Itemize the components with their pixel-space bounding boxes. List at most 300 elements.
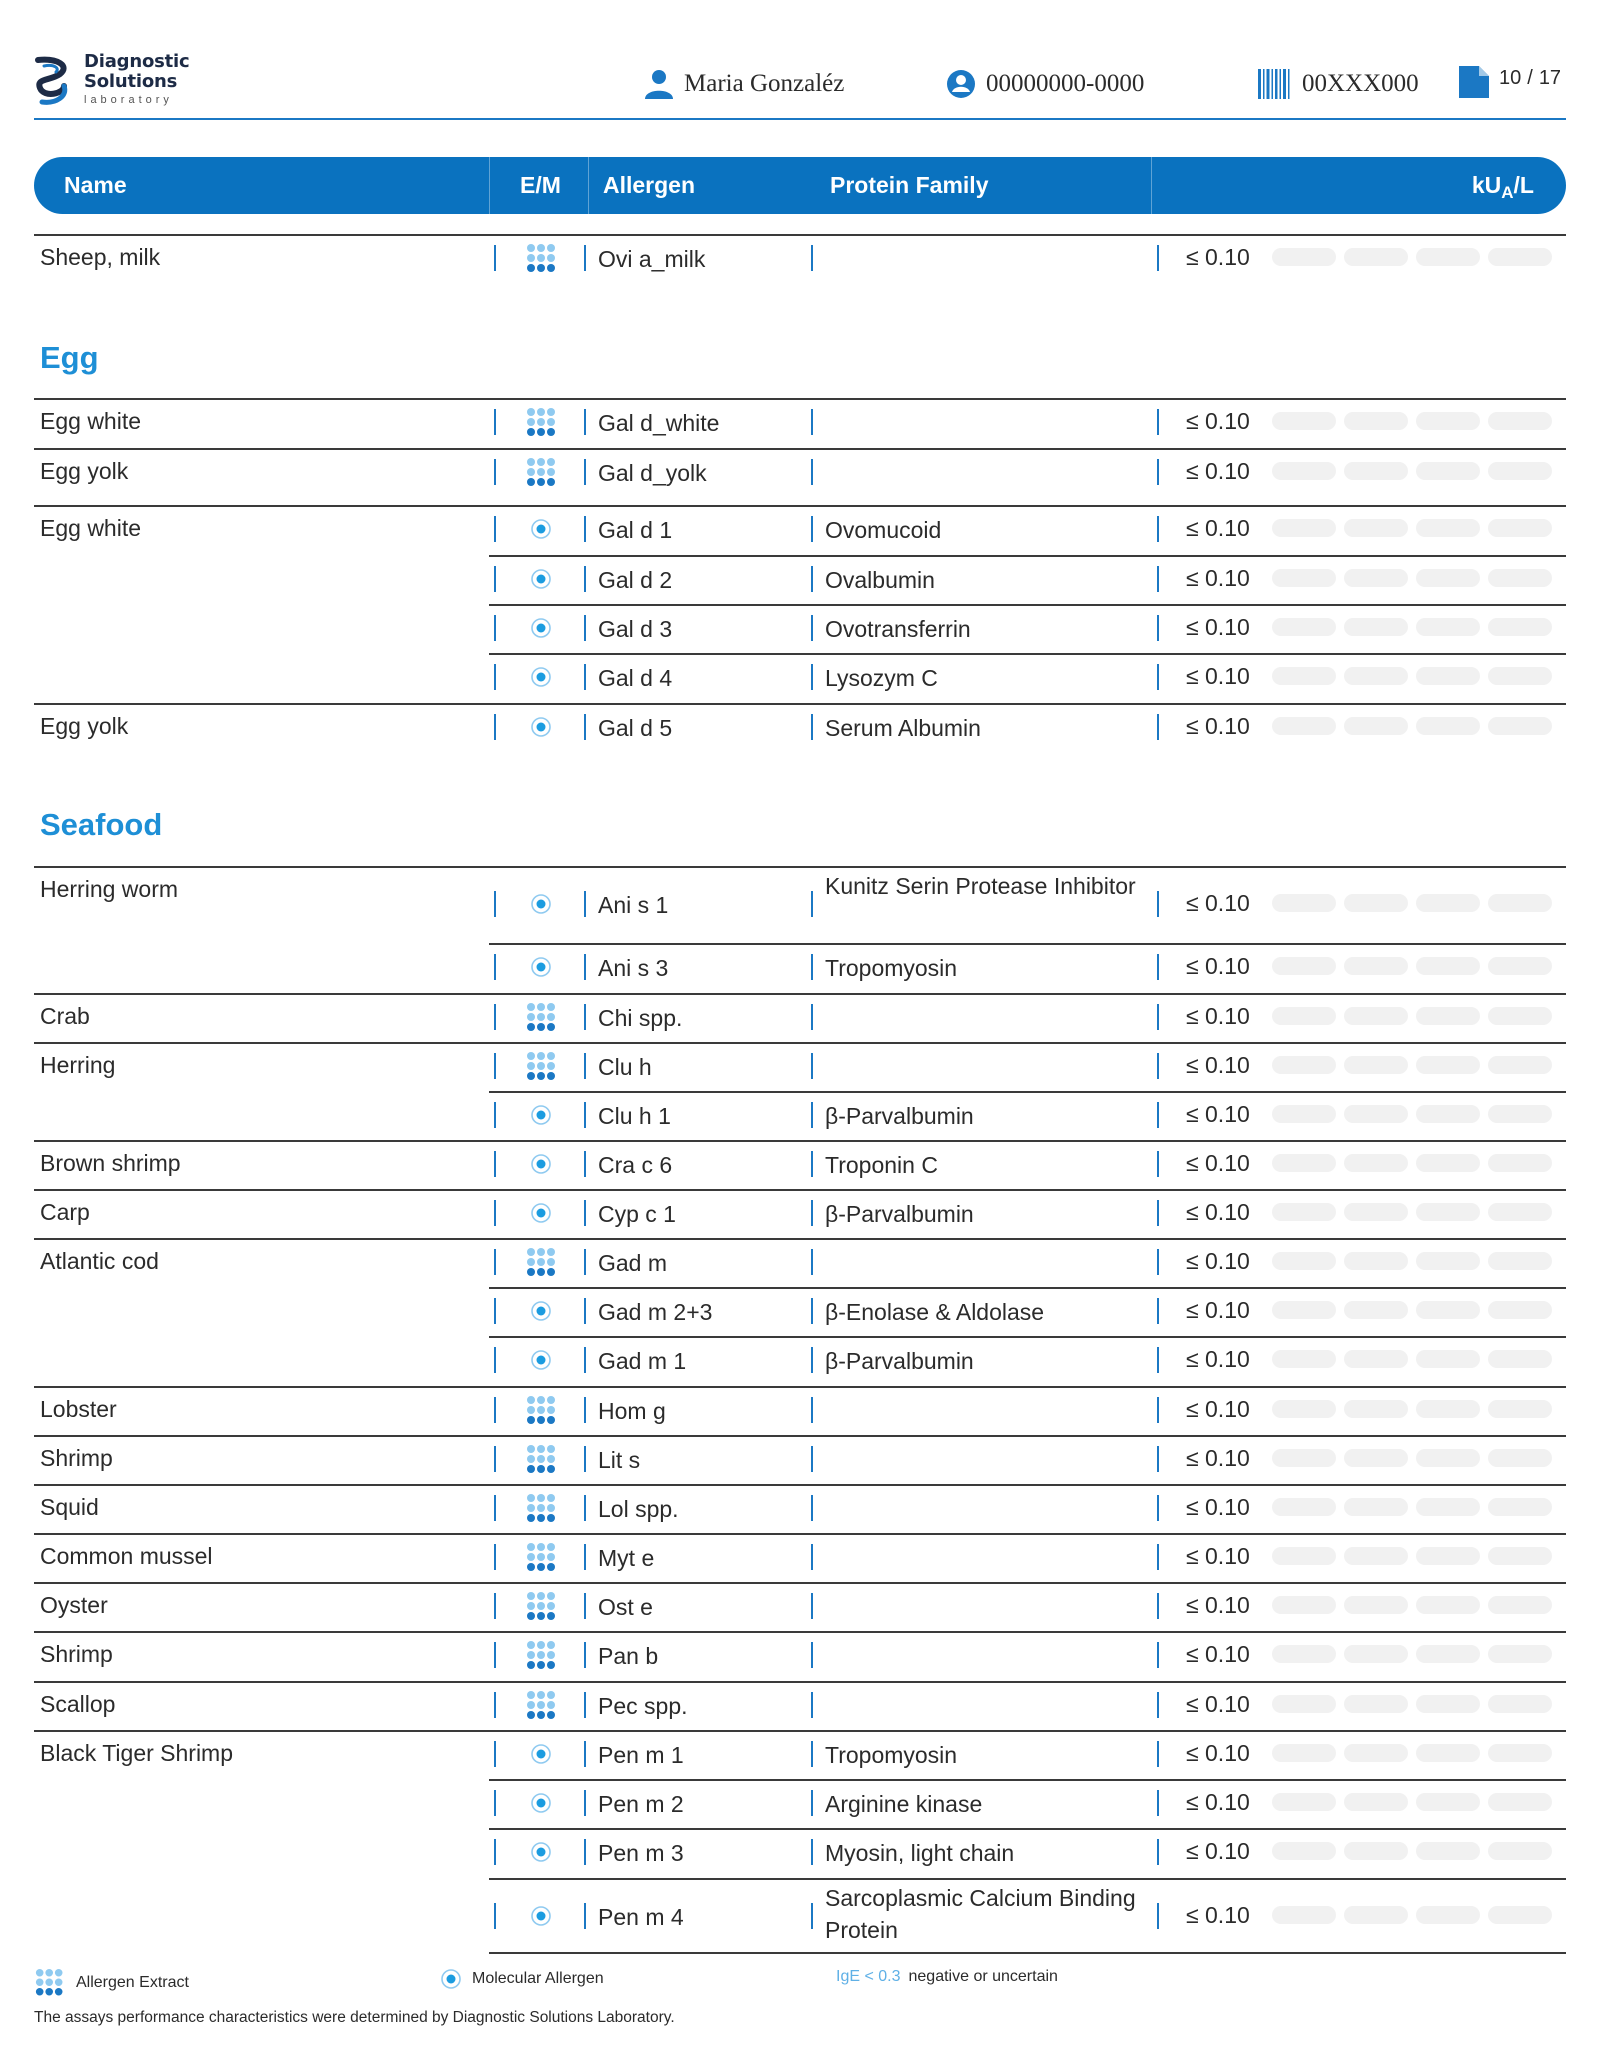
patient-name: Maria Gonzaléz bbox=[684, 70, 845, 97]
cell-separator bbox=[494, 1200, 496, 1226]
molecular-allergen-icon bbox=[524, 1899, 558, 1933]
result-scale-track bbox=[1272, 1252, 1552, 1270]
cell-separator bbox=[584, 1200, 586, 1226]
person-icon bbox=[644, 69, 674, 99]
cell-value: ≤ 0.10 bbox=[1186, 1902, 1250, 1928]
logo-text-line2: Solutions bbox=[84, 71, 178, 92]
cell-separator bbox=[811, 954, 813, 980]
scale-segment bbox=[1488, 717, 1552, 735]
cell-separator bbox=[494, 1593, 496, 1619]
cell-name: Scallop bbox=[40, 1691, 116, 1717]
cell-separator bbox=[584, 1053, 586, 1079]
row-divider bbox=[34, 398, 1566, 400]
cell-allergen: Gad m 1 bbox=[598, 1348, 687, 1374]
scale-segment bbox=[1272, 618, 1336, 636]
row-divider bbox=[34, 703, 1566, 705]
scale-segment bbox=[1344, 1744, 1408, 1762]
scale-segment bbox=[1344, 519, 1408, 537]
row-divider bbox=[489, 555, 1566, 557]
legend-ige-key: IgE < 0.3 bbox=[836, 1968, 901, 1985]
result-scale-track bbox=[1272, 1842, 1552, 1860]
scale-segment bbox=[1272, 1449, 1336, 1467]
cell-separator bbox=[584, 664, 586, 690]
cell-protein-family: Arginine kinase bbox=[825, 1791, 983, 1817]
sample-code-field bbox=[1258, 66, 1419, 102]
cell-separator bbox=[1157, 1347, 1159, 1373]
scale-segment bbox=[1488, 1056, 1552, 1074]
row-divider bbox=[34, 448, 1566, 450]
result-scale-track bbox=[1272, 1645, 1552, 1663]
scale-segment bbox=[1416, 1645, 1480, 1663]
patient-name-field bbox=[644, 66, 844, 102]
cell-protein-family: Tropomyosin bbox=[825, 955, 958, 981]
cell-value: ≤ 0.10 bbox=[1186, 1740, 1250, 1766]
row-divider bbox=[489, 604, 1566, 606]
cell-separator bbox=[494, 566, 496, 592]
cell-protein-family: Lysozym C bbox=[825, 665, 938, 691]
row-divider bbox=[489, 1091, 1566, 1093]
scale-segment bbox=[1272, 1252, 1336, 1270]
cell-value: ≤ 0.10 bbox=[1186, 1052, 1250, 1078]
cell-separator bbox=[494, 1004, 496, 1030]
result-scale-track bbox=[1272, 248, 1552, 266]
cell-separator bbox=[811, 459, 813, 485]
cell-separator bbox=[811, 1446, 813, 1472]
cell-value: ≤ 0.10 bbox=[1186, 1543, 1250, 1569]
cell-separator bbox=[494, 1692, 496, 1718]
cell-separator bbox=[811, 1347, 813, 1373]
scale-segment bbox=[1488, 1203, 1552, 1221]
molecular-allergen-icon bbox=[524, 512, 558, 546]
cell-value: ≤ 0.10 bbox=[1186, 244, 1250, 270]
allergen-extract-icon bbox=[524, 1393, 558, 1427]
cell-separator bbox=[584, 615, 586, 641]
cell-separator bbox=[584, 1347, 586, 1373]
scale-segment bbox=[1344, 248, 1408, 266]
row-divider bbox=[34, 1681, 1566, 1683]
allergen-extract-icon bbox=[524, 1049, 558, 1083]
cell-allergen: Ost e bbox=[598, 1594, 653, 1620]
scale-segment bbox=[1416, 618, 1480, 636]
cell-value: ≤ 0.10 bbox=[1186, 1199, 1250, 1225]
scale-segment bbox=[1344, 1154, 1408, 1172]
logo-mark-icon bbox=[34, 56, 74, 108]
cell-value: ≤ 0.10 bbox=[1186, 1396, 1250, 1422]
cell-separator bbox=[1157, 664, 1159, 690]
cell-separator bbox=[1157, 1004, 1159, 1030]
scale-segment bbox=[1272, 569, 1336, 587]
row-divider bbox=[489, 1828, 1566, 1830]
scale-segment bbox=[1344, 412, 1408, 430]
cell-separator bbox=[811, 1004, 813, 1030]
row-divider bbox=[34, 1730, 1566, 1732]
molecular-allergen-icon bbox=[524, 1147, 558, 1181]
result-scale-track bbox=[1272, 1498, 1552, 1516]
cell-separator bbox=[584, 1102, 586, 1128]
scale-segment bbox=[1416, 1252, 1480, 1270]
row-divider bbox=[34, 1189, 1566, 1191]
cell-value: ≤ 0.10 bbox=[1186, 458, 1250, 484]
scale-segment bbox=[1488, 957, 1552, 975]
cell-protein-family: Troponin C bbox=[825, 1152, 938, 1178]
cell-allergen: Cra c 6 bbox=[598, 1152, 673, 1178]
scale-segment bbox=[1344, 1400, 1408, 1418]
scale-segment bbox=[1416, 1203, 1480, 1221]
scale-segment bbox=[1272, 1154, 1336, 1172]
result-scale-track bbox=[1272, 957, 1552, 975]
scale-segment bbox=[1416, 1301, 1480, 1319]
cell-separator bbox=[584, 1642, 586, 1668]
cell-separator bbox=[1157, 1692, 1159, 1718]
cell-separator bbox=[584, 459, 586, 485]
scale-segment bbox=[1488, 412, 1552, 430]
cell-separator bbox=[811, 566, 813, 592]
molecular-allergen-icon bbox=[524, 710, 558, 744]
cell-name: Herring bbox=[40, 1052, 116, 1078]
cell-separator bbox=[584, 1544, 586, 1570]
row-divider bbox=[489, 1878, 1566, 1880]
cell-separator bbox=[1157, 409, 1159, 435]
scale-segment bbox=[1416, 894, 1480, 912]
result-scale-track bbox=[1272, 894, 1552, 912]
molecular-allergen-icon bbox=[524, 611, 558, 645]
cell-name: Egg white bbox=[40, 515, 142, 541]
cell-separator bbox=[811, 1790, 813, 1816]
scale-segment bbox=[1416, 1547, 1480, 1565]
scale-segment bbox=[1488, 519, 1552, 537]
page-header bbox=[0, 0, 1600, 122]
scale-segment bbox=[1344, 894, 1408, 912]
row-divider bbox=[34, 1484, 1566, 1486]
cell-separator bbox=[811, 1298, 813, 1324]
allergen-extract-icon bbox=[524, 1245, 558, 1279]
cell-separator bbox=[1157, 1053, 1159, 1079]
cell-separator bbox=[494, 1544, 496, 1570]
cell-protein-family: Tropomyosin bbox=[825, 1742, 958, 1768]
cell-allergen: Pen m 4 bbox=[598, 1904, 684, 1930]
cell-value: ≤ 0.10 bbox=[1186, 1248, 1250, 1274]
cell-protein-family: β-Parvalbumin bbox=[825, 1103, 974, 1129]
cell-separator bbox=[811, 1741, 813, 1767]
molecular-allergen-icon-svg bbox=[524, 562, 558, 596]
scale-segment bbox=[1344, 1547, 1408, 1565]
cell-allergen: Gal d 1 bbox=[598, 517, 673, 543]
molecular-allergen-icon bbox=[524, 660, 558, 694]
cell-separator bbox=[1157, 1397, 1159, 1423]
scale-segment bbox=[1488, 667, 1552, 685]
scale-segment bbox=[1272, 1301, 1336, 1319]
cell-protein-family: β-Enolase & Aldolase bbox=[825, 1299, 1045, 1325]
cell-allergen: Pen m 1 bbox=[598, 1742, 684, 1768]
cell-allergen: Ani s 1 bbox=[598, 892, 669, 918]
scale-segment bbox=[1416, 957, 1480, 975]
molecular-allergen-icon-svg bbox=[524, 1343, 558, 1377]
cell-allergen: Ani s 3 bbox=[598, 955, 669, 981]
scale-segment bbox=[1344, 462, 1408, 480]
cell-name: Shrimp bbox=[40, 1641, 113, 1667]
molecular-allergen-icon-svg bbox=[524, 1786, 558, 1820]
cell-separator bbox=[1157, 615, 1159, 641]
cell-separator bbox=[494, 1053, 496, 1079]
allergen-extract-icon-svg bbox=[524, 455, 558, 489]
column-unit bbox=[1472, 172, 1534, 203]
cell-separator bbox=[811, 664, 813, 690]
id-badge-icon bbox=[946, 69, 976, 99]
cell-separator bbox=[584, 245, 586, 271]
cell-separator bbox=[584, 1151, 586, 1177]
scale-segment bbox=[1488, 1105, 1552, 1123]
molecular-allergen-icon-svg bbox=[524, 1098, 558, 1132]
column-em: E/M bbox=[520, 172, 561, 198]
scale-segment bbox=[1344, 1906, 1408, 1924]
scale-segment bbox=[1344, 1350, 1408, 1368]
result-scale-track bbox=[1272, 462, 1552, 480]
scale-segment bbox=[1488, 1301, 1552, 1319]
cell-separator bbox=[811, 516, 813, 542]
cell-separator bbox=[494, 1298, 496, 1324]
molecular-allergen-icon bbox=[524, 1835, 558, 1869]
cell-separator bbox=[811, 891, 813, 917]
cell-separator bbox=[494, 245, 496, 271]
cell-value: ≤ 0.10 bbox=[1186, 1297, 1250, 1323]
scale-segment bbox=[1488, 1645, 1552, 1663]
scale-segment bbox=[1344, 1301, 1408, 1319]
scale-segment bbox=[1416, 1007, 1480, 1025]
cell-separator bbox=[811, 714, 813, 740]
scale-segment bbox=[1416, 1105, 1480, 1123]
scale-segment bbox=[1272, 1645, 1336, 1663]
result-scale-track bbox=[1272, 1350, 1552, 1368]
row-divider bbox=[34, 1386, 1566, 1388]
row-divider bbox=[489, 943, 1566, 945]
scale-segment bbox=[1344, 1449, 1408, 1467]
allergen-extract-icon bbox=[524, 1442, 558, 1476]
cell-separator bbox=[811, 1692, 813, 1718]
page-total: 17 bbox=[1538, 66, 1562, 89]
cell-separator bbox=[1157, 1544, 1159, 1570]
cell-separator bbox=[494, 1249, 496, 1275]
row-divider bbox=[34, 1140, 1566, 1142]
allergen-extract-icon bbox=[524, 1638, 558, 1672]
cell-name: Egg yolk bbox=[40, 458, 129, 484]
cell-separator bbox=[1157, 1741, 1159, 1767]
scale-segment bbox=[1416, 1350, 1480, 1368]
cell-name: Crab bbox=[40, 1003, 90, 1029]
cell-separator bbox=[811, 1397, 813, 1423]
cell-name: Black Tiger Shrimp bbox=[40, 1740, 234, 1766]
scale-segment bbox=[1272, 1547, 1336, 1565]
scale-segment bbox=[1272, 519, 1336, 537]
cell-separator bbox=[1157, 516, 1159, 542]
cell-allergen: Pen m 2 bbox=[598, 1791, 684, 1817]
cell-name: Lobster bbox=[40, 1396, 117, 1422]
scale-segment bbox=[1416, 1154, 1480, 1172]
allergen-extract-icon-svg bbox=[524, 1638, 558, 1672]
cell-separator bbox=[494, 615, 496, 641]
cell-separator bbox=[811, 1053, 813, 1079]
scale-segment bbox=[1344, 1203, 1408, 1221]
cell-allergen: Hom g bbox=[598, 1398, 666, 1424]
cell-protein-family: Kunitz Serin Protease Inhibitor bbox=[825, 873, 1136, 899]
cell-separator bbox=[494, 1790, 496, 1816]
scale-segment bbox=[1344, 1645, 1408, 1663]
cell-value: ≤ 0.10 bbox=[1186, 890, 1250, 916]
molecular-allergen-icon bbox=[524, 1343, 558, 1377]
scale-segment bbox=[1416, 1056, 1480, 1074]
molecular-allergen-icon-svg bbox=[524, 710, 558, 744]
scale-segment bbox=[1488, 1547, 1552, 1565]
cell-allergen: Gal d_white bbox=[598, 410, 720, 436]
allergen-extract-icon-svg bbox=[524, 1442, 558, 1476]
result-scale-track bbox=[1272, 1105, 1552, 1123]
cell-separator bbox=[1157, 1249, 1159, 1275]
scale-segment bbox=[1488, 1695, 1552, 1713]
cell-separator bbox=[1157, 1495, 1159, 1521]
result-scale-track bbox=[1272, 1596, 1552, 1614]
patient-id: 00000000-0000 bbox=[986, 70, 1145, 97]
scale-segment bbox=[1344, 1056, 1408, 1074]
cell-separator bbox=[494, 1839, 496, 1865]
cell-separator bbox=[811, 615, 813, 641]
cell-separator bbox=[1157, 1642, 1159, 1668]
molecular-allergen-icon bbox=[524, 1786, 558, 1820]
molecular-allergen-icon bbox=[440, 1968, 462, 1990]
scale-segment bbox=[1416, 1906, 1480, 1924]
molecular-allergen-icon-svg bbox=[524, 660, 558, 694]
molecular-allergen-icon bbox=[524, 562, 558, 596]
cell-separator bbox=[494, 1642, 496, 1668]
cell-name: Brown shrimp bbox=[40, 1150, 181, 1176]
cell-separator bbox=[494, 459, 496, 485]
cell-separator bbox=[584, 516, 586, 542]
row-divider bbox=[489, 653, 1566, 655]
footnote: The assays performance characteristics were determined by Diagnostic Solutions Laboratory. bbox=[34, 2009, 675, 2026]
cell-separator bbox=[494, 954, 496, 980]
result-scale-track bbox=[1272, 1793, 1552, 1811]
cell-allergen: Pan b bbox=[598, 1643, 659, 1669]
cell-separator bbox=[494, 516, 496, 542]
scale-segment bbox=[1344, 1596, 1408, 1614]
scale-segment bbox=[1272, 1695, 1336, 1713]
cell-separator bbox=[584, 954, 586, 980]
cell-name: Atlantic cod bbox=[40, 1248, 159, 1274]
molecular-allergen-icon-svg bbox=[524, 1196, 558, 1230]
cell-separator bbox=[1157, 1593, 1159, 1619]
cell-name: Oyster bbox=[40, 1592, 108, 1618]
result-scale-track bbox=[1272, 569, 1552, 587]
cell-allergen: Gal d 5 bbox=[598, 715, 673, 741]
cell-separator bbox=[584, 1839, 586, 1865]
scale-segment bbox=[1416, 1449, 1480, 1467]
cell-separator bbox=[1157, 1298, 1159, 1324]
scale-segment bbox=[1416, 667, 1480, 685]
allergen-extract-icon bbox=[524, 405, 558, 439]
document-icon bbox=[1459, 66, 1489, 98]
scale-segment bbox=[1416, 1744, 1480, 1762]
molecular-allergen-icon-svg bbox=[524, 1147, 558, 1181]
column-allergen: Allergen bbox=[603, 172, 696, 198]
cell-separator bbox=[494, 714, 496, 740]
cell-separator bbox=[584, 1446, 586, 1472]
scale-segment bbox=[1416, 462, 1480, 480]
scale-segment bbox=[1272, 1056, 1336, 1074]
molecular-allergen-icon bbox=[524, 1098, 558, 1132]
result-scale-track bbox=[1272, 1547, 1552, 1565]
cell-separator bbox=[1157, 245, 1159, 271]
cell-protein-family: Myosin, light chain bbox=[825, 1840, 1015, 1866]
scale-segment bbox=[1272, 1842, 1336, 1860]
header-divider bbox=[34, 118, 1566, 120]
molecular-allergen-icon-svg bbox=[524, 1737, 558, 1771]
scale-segment bbox=[1344, 618, 1408, 636]
scale-segment bbox=[1488, 1400, 1552, 1418]
cell-protein-family: Serum Albumin bbox=[825, 715, 981, 741]
cell-allergen: Gal d 4 bbox=[598, 665, 673, 691]
logo-subtitle: laboratory bbox=[84, 94, 173, 106]
cell-separator bbox=[1157, 1903, 1159, 1929]
cell-separator bbox=[584, 1004, 586, 1030]
cell-allergen: Gal d 2 bbox=[598, 567, 673, 593]
cell-value: ≤ 0.10 bbox=[1186, 663, 1250, 689]
cell-allergen: Myt e bbox=[598, 1545, 655, 1571]
scale-segment bbox=[1488, 894, 1552, 912]
lab-logo bbox=[34, 52, 224, 112]
cell-separator bbox=[494, 1151, 496, 1177]
result-scale-track bbox=[1272, 1203, 1552, 1221]
cell-value: ≤ 0.10 bbox=[1186, 1592, 1250, 1618]
cell-allergen: Gal d 3 bbox=[598, 616, 673, 642]
row-divider bbox=[489, 1336, 1566, 1338]
scale-segment bbox=[1488, 1596, 1552, 1614]
cell-separator bbox=[584, 1741, 586, 1767]
row-divider bbox=[34, 1042, 1566, 1044]
row-divider bbox=[489, 1952, 1566, 1954]
column-divider bbox=[1151, 157, 1152, 214]
scale-segment bbox=[1416, 519, 1480, 537]
legend-ige bbox=[836, 1968, 1058, 1986]
cell-value: ≤ 0.10 bbox=[1186, 614, 1250, 640]
cell-separator bbox=[1157, 954, 1159, 980]
allergen-extract-icon bbox=[524, 455, 558, 489]
cell-separator bbox=[584, 1495, 586, 1521]
cell-separator bbox=[494, 891, 496, 917]
cell-name: Egg white bbox=[40, 408, 142, 434]
scale-segment bbox=[1344, 1498, 1408, 1516]
scale-segment bbox=[1344, 1105, 1408, 1123]
scale-segment bbox=[1416, 1793, 1480, 1811]
result-scale-track bbox=[1272, 1007, 1552, 1025]
cell-allergen: Gad m 2+3 bbox=[598, 1299, 713, 1325]
row-divider bbox=[34, 1582, 1566, 1584]
cell-separator bbox=[584, 1790, 586, 1816]
row-divider bbox=[34, 993, 1566, 995]
result-scale-track bbox=[1272, 1301, 1552, 1319]
sample-code: 00XXX000 bbox=[1302, 70, 1419, 97]
allergen-extract-icon-svg bbox=[524, 1049, 558, 1083]
cell-separator bbox=[584, 1397, 586, 1423]
allergen-extract-icon-svg bbox=[524, 405, 558, 439]
patient-id-field bbox=[946, 66, 1144, 102]
cell-allergen: Lit s bbox=[598, 1447, 641, 1473]
cell-separator bbox=[1157, 1790, 1159, 1816]
cell-separator bbox=[584, 1593, 586, 1619]
row-divider bbox=[34, 1435, 1566, 1437]
cell-separator bbox=[584, 1903, 586, 1929]
cell-value: ≤ 0.10 bbox=[1186, 408, 1250, 434]
scale-segment bbox=[1344, 1793, 1408, 1811]
scale-segment bbox=[1272, 1203, 1336, 1221]
scale-segment bbox=[1488, 248, 1552, 266]
